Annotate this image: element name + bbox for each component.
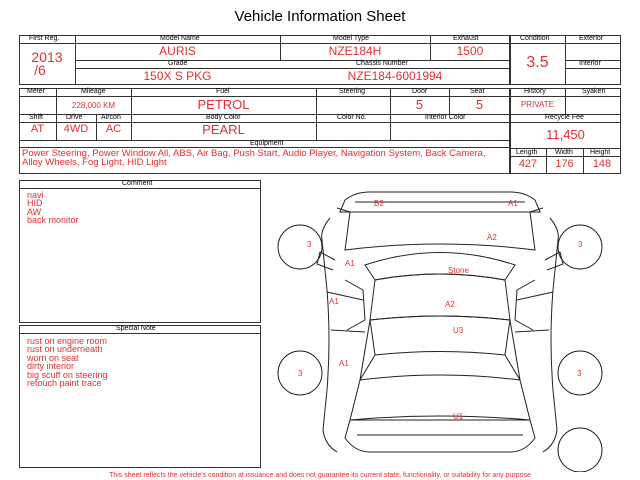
first-reg-label: First Reg. [29,35,60,42]
comment-label: Comment [122,180,153,187]
damage-u3: U3 [453,326,464,335]
grade-label: Grade [168,60,188,67]
model-name-value: AURIS [159,44,196,58]
right-side-outline [543,218,558,452]
fuel-label: Fuel [216,88,230,95]
model-name-label: Model Name [160,35,200,42]
body-color-value: PEARL [202,122,245,137]
drive-value: 4WD [63,123,89,135]
meter-label: Meter [27,88,45,95]
steering-label: Steering [339,88,366,95]
model-type-value: NZE184H [328,44,382,58]
recycle-fee-value: 11,450 [546,127,585,142]
first-reg-year: 2013 [31,49,63,65]
special-note-text: rust on engine room rust on underneath worn on seat dirty interior big scuff on steering retouch paint trace [27,336,108,389]
comment-text: navi HID AW back monitor [27,190,79,226]
damage-a2-roof: A2 [487,233,497,242]
damage-u1: U1 [453,412,464,421]
length-label: Length [516,149,538,156]
chassis-number-label: Chassis Number [356,60,408,67]
exhaust-label: Exhaust [453,35,479,42]
rear-bumper-outline [345,420,535,452]
damage-a1-front: A1 [508,199,518,208]
damage-stone: Stone [448,266,469,275]
height-value: 148 [592,158,612,170]
history-label: History [524,88,546,95]
condition-label: Condition [520,35,550,42]
seat-value: 5 [475,97,484,112]
exhaust-value: 1500 [456,44,484,58]
first-reg-month: /6 [34,62,46,78]
height-label: Height [590,149,611,156]
aircon-label: Aircon [101,114,121,121]
tire-right-rear-grade: 3 [577,369,582,378]
length-value: 427 [518,158,538,170]
mileage-value: 228,000 KM [71,101,116,110]
windshield-outline [365,253,515,281]
drive-label: Drive [66,114,83,121]
damage-a1-left-mid: A1 [329,297,339,306]
color-no-label: Color No. [337,114,367,121]
damage-b2: B2 [374,199,384,208]
seat-label: Seat [470,88,485,95]
sheet-title: Vehicle Information Sheet [234,8,406,25]
mileage-label: Mileage [81,88,106,95]
damage-a2-center: A2 [445,300,455,309]
fuel-value: PETROL [197,97,250,112]
interior-color-label: Interior Color [425,114,466,121]
roof-outline [370,274,510,320]
recycle-fee-label: Recycle Fee [545,114,584,121]
rear-window-outline [370,316,510,355]
exterior-label: Exterior [579,35,604,42]
door-label: Door [412,88,428,95]
tire-right-front-grade: 3 [578,240,583,249]
interior-label: Interior [579,60,601,67]
chassis-number-value: NZE184-6001994 [347,69,443,83]
shift-label: Shift [29,114,44,121]
width-value: 176 [555,158,574,170]
damage-a1-left-rear: A1 [339,359,349,368]
tire-left-front-grade: 3 [307,240,312,249]
special-note-label: Special Note [116,325,156,332]
hood-outline [345,212,535,250]
model-type-label: Model Type [333,35,370,42]
equipment-text: Power Steering, Power Window All, ABS, Air Bag, Push Start, Audio Player, Navigation System, Back Camera, Alloy Wheels, Fog Light, HID Light [22,148,486,168]
left-side-outline [322,218,337,452]
aircon-value: AC [105,123,122,135]
shift-value: AT [30,123,45,135]
syaken-label: Syaken [582,88,606,95]
condition-value: 3.5 [526,54,549,71]
grade-value: 150X S PKG [143,69,212,83]
trunk-outline [350,375,530,420]
door-value: 5 [415,97,424,112]
width-label: Width [555,149,573,156]
damage-a1-left-front: A1 [345,259,355,268]
tire-left-rear-grade: 3 [298,369,303,378]
body-color-label: Body Color [206,114,241,121]
disclaimer-footer: This sheet reflects the vehicle's condition at issuance and does not guarantee its current state, functionality, or suitability for any purpose [109,472,531,479]
car-damage-diagram [265,180,635,472]
tire-left-front-outline [278,225,322,269]
history-value: PRIVATE [520,100,555,109]
equipment-label: Equipment [250,140,284,147]
spare-tire-outline [558,428,602,472]
